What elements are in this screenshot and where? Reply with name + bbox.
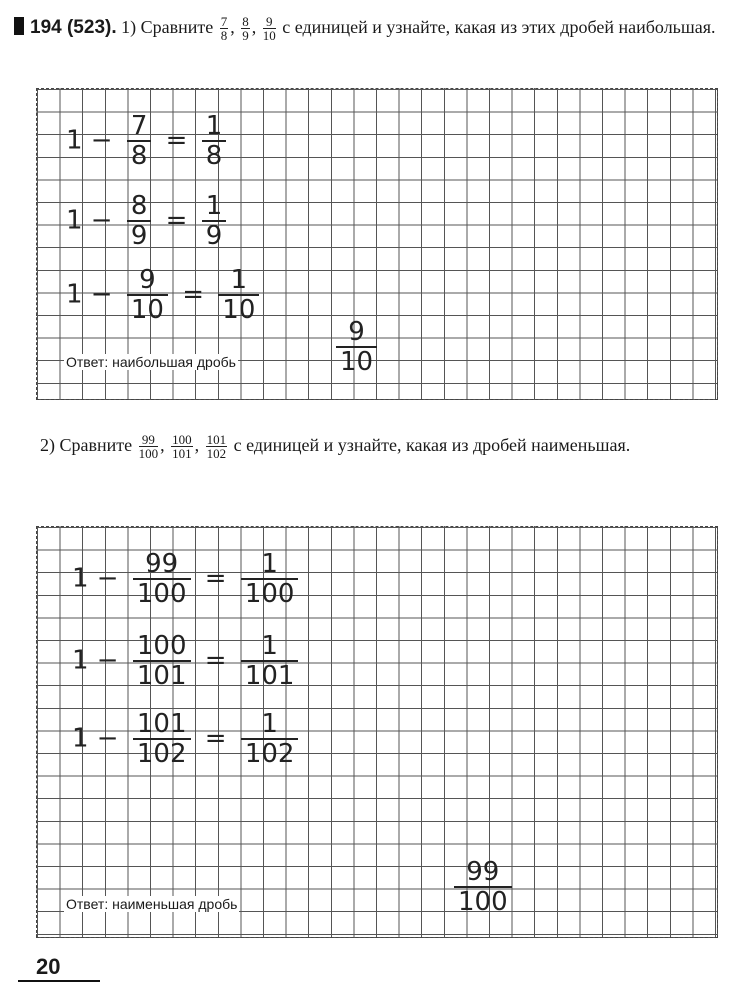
answer-label: Ответ: наименьшая дробь bbox=[66, 896, 238, 912]
task-suffix: с единицей и узнайте, какая из этих дробей наибольшая. bbox=[282, 17, 716, 37]
answer-fraction: $\frac{99}{100}$ bbox=[448, 858, 518, 916]
solution-line: 1 − $\frac{99}{100}$ = $\frac{1}{100}$ bbox=[72, 550, 304, 608]
task-marker-icon bbox=[14, 17, 24, 35]
page-number: 20 bbox=[18, 954, 100, 982]
solution-line: 1 − $\frac{100}{101}$ = $\frac{1}{101}$ bbox=[72, 632, 304, 690]
statement-fraction: $\frac{101}{102}$ bbox=[206, 432, 227, 462]
task-statement: 194 (523). 1) Сравните $\frac{7}{8}$ , $\frac{8}{9}$ , $\frac{9}{10}$ с единицей и узнайте, какая из этих дробей наибольшая. bbox=[14, 14, 729, 42]
task2-suffix: с единицей и узнайте, какая из дробей наименьшая. bbox=[233, 435, 631, 455]
answer-label: Ответ: наибольшая дробь bbox=[66, 354, 236, 370]
task2-statement: 2) Сравните $\frac{99}{100}$ , $\frac{100}{101}$ , $\frac{101}{102}$ с единицей и узнайте, какая из дробей наименьшая. bbox=[40, 432, 631, 462]
task2-prefix: 2) Сравните bbox=[40, 435, 133, 455]
statement-fraction: $\frac{9}{10}$ bbox=[262, 14, 276, 44]
statement-fraction: $\frac{100}{101}$ bbox=[172, 432, 192, 462]
statement-fraction: $\frac{8}{9}$ bbox=[242, 14, 249, 44]
solution-line: 1 − $\frac{9}{10}$ = $\frac{1}{10}$ bbox=[66, 266, 265, 324]
task-number: 194 (523). bbox=[30, 17, 117, 38]
task-prefix: 1) Сравните bbox=[121, 17, 214, 37]
answer-fraction: $\frac{9}{10}$ bbox=[330, 318, 383, 376]
statement-fraction: $\frac{99}{100}$ bbox=[138, 432, 159, 462]
statement-fraction: $\frac{7}{8}$ bbox=[220, 14, 228, 44]
solution-line: 1 − $\frac{101}{102}$ = $\frac{1}{102}$ bbox=[72, 710, 304, 768]
solution-line: 1 − $\frac{7}{8}$ = $\frac{1}{8}$ bbox=[66, 112, 232, 170]
solution-line: 1 − $\frac{8}{9}$ = $\frac{1}{9}$ bbox=[66, 192, 232, 250]
